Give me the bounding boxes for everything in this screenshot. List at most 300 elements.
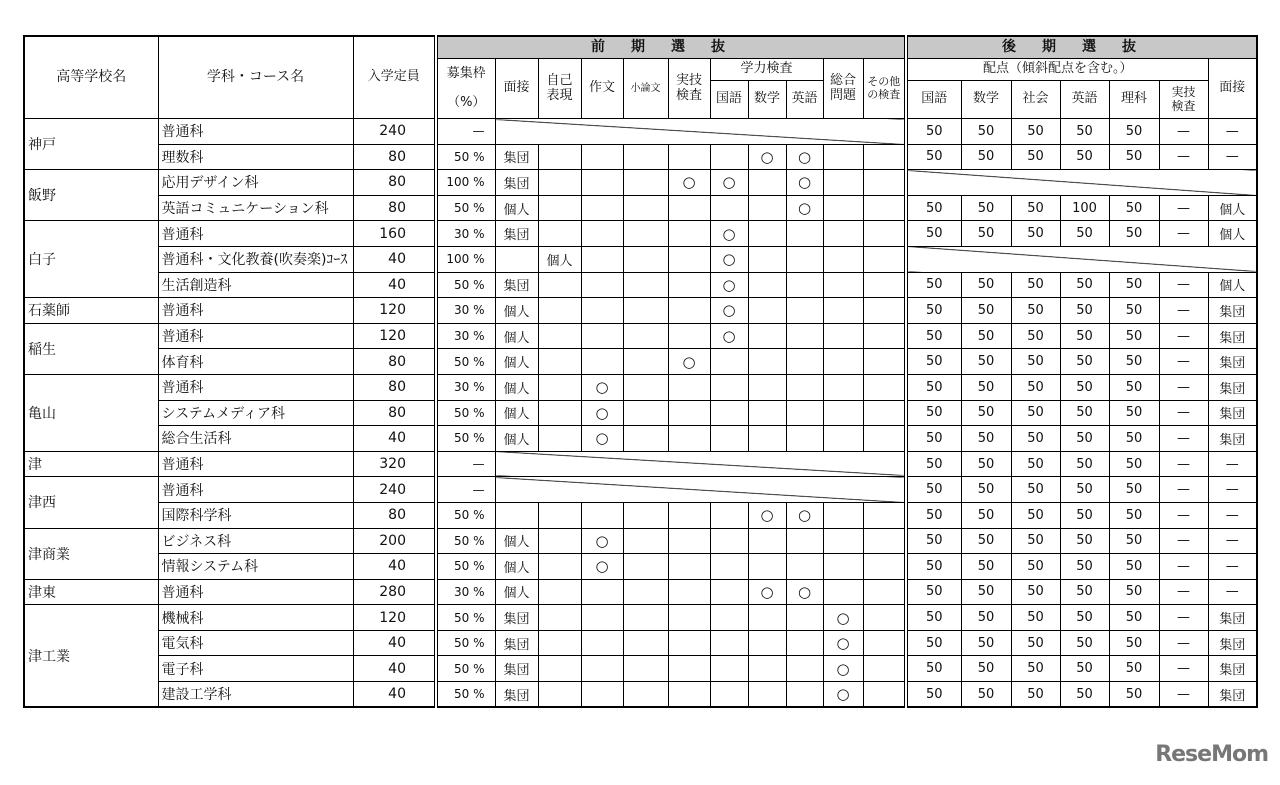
quota: 50 % bbox=[436, 502, 495, 528]
koki-cell: 50 bbox=[1011, 374, 1060, 400]
table-row bbox=[24, 400, 1257, 426]
school-name: 神戸 bbox=[24, 119, 158, 170]
koki-cell: 50 bbox=[1060, 221, 1109, 247]
table-row bbox=[24, 221, 1257, 247]
quota: 50 % bbox=[436, 349, 495, 375]
header-koki-interview: 面接 bbox=[1208, 59, 1257, 119]
quota: 30 % bbox=[436, 298, 495, 324]
koki-cell: — bbox=[1159, 477, 1208, 503]
table-row bbox=[24, 605, 1257, 631]
school-name: 津商業 bbox=[24, 528, 158, 579]
zenki-cell bbox=[823, 298, 863, 324]
koki-cell: — bbox=[1159, 579, 1208, 605]
quota: — bbox=[436, 477, 495, 503]
quota: 30 % bbox=[436, 374, 495, 400]
course-name: 普通科 bbox=[158, 323, 353, 349]
header-short-essay: 小論文 bbox=[623, 59, 668, 119]
koki-cell: 50 bbox=[1011, 119, 1060, 145]
zenki-cell bbox=[623, 374, 668, 400]
koki-cell: — bbox=[1159, 144, 1208, 170]
koki-cell: 50 bbox=[1109, 349, 1159, 375]
table-row bbox=[24, 144, 1257, 170]
school-name: 飯野 bbox=[24, 170, 158, 221]
koki-cell: 50 bbox=[906, 323, 961, 349]
zenki-cell: 個人 bbox=[495, 554, 538, 580]
koki-cell: 50 bbox=[1109, 221, 1159, 247]
koki-cell: — bbox=[1159, 528, 1208, 554]
koki-cell: 50 bbox=[906, 298, 961, 324]
course-name: 国際科学科 bbox=[158, 502, 353, 528]
zenki-cell bbox=[538, 426, 581, 452]
koki-cell: 個人 bbox=[1208, 195, 1257, 221]
zenki-cell bbox=[581, 630, 623, 656]
zenki-cell bbox=[538, 682, 581, 708]
koki-cell: — bbox=[1159, 221, 1208, 247]
koki-cell: — bbox=[1159, 374, 1208, 400]
course-name: 機械科 bbox=[158, 605, 353, 631]
koki-cell: — bbox=[1159, 349, 1208, 375]
capacity: 40 bbox=[353, 554, 436, 580]
zenki-cell bbox=[581, 246, 623, 272]
koki-cell: 50 bbox=[1011, 426, 1060, 452]
zenki-cell: 個人 bbox=[495, 400, 538, 426]
zenki-cell bbox=[748, 682, 786, 708]
zenki-cell bbox=[668, 656, 710, 682]
koki-cell: 50 bbox=[1011, 605, 1060, 631]
zenki-cell: 個人 bbox=[495, 579, 538, 605]
course-name: 建設工学科 bbox=[158, 682, 353, 708]
header-school: 高等学校名 bbox=[24, 36, 158, 119]
zenki-cell bbox=[863, 630, 906, 656]
zenki-cell bbox=[623, 298, 668, 324]
capacity: 240 bbox=[353, 119, 436, 145]
zenki-cell: 集団 bbox=[495, 221, 538, 247]
school-name: 津 bbox=[24, 451, 158, 477]
zenki-cell: ○ bbox=[581, 554, 623, 580]
zenki-cell bbox=[786, 298, 823, 324]
header-course: 学科・コース名 bbox=[158, 36, 353, 119]
quota: 30 % bbox=[436, 579, 495, 605]
zenki-cell bbox=[823, 528, 863, 554]
zenki-cell bbox=[748, 400, 786, 426]
zenki-cell bbox=[668, 682, 710, 708]
zenki-cell bbox=[668, 426, 710, 452]
zenki-cell bbox=[863, 170, 906, 196]
zenki-cell bbox=[538, 144, 581, 170]
zenki-cell bbox=[748, 170, 786, 196]
zenki-cell: 集団 bbox=[495, 682, 538, 708]
zenki-cell bbox=[668, 246, 710, 272]
koki-cell: 50 bbox=[906, 579, 961, 605]
koki-cell: 50 bbox=[1109, 451, 1159, 477]
koki-cell: 50 bbox=[1011, 144, 1060, 170]
koki-cell: — bbox=[1159, 656, 1208, 682]
zenki-cell: 個人 bbox=[495, 298, 538, 324]
header-zenki: 前期選抜 bbox=[436, 36, 906, 59]
zenki-cell bbox=[538, 298, 581, 324]
zenki-cell bbox=[748, 298, 786, 324]
capacity: 80 bbox=[353, 144, 436, 170]
koki-cell: 50 bbox=[906, 272, 961, 298]
school-name: 稲生 bbox=[24, 323, 158, 374]
koki-cell: 50 bbox=[906, 554, 961, 580]
capacity: 120 bbox=[353, 605, 436, 631]
zenki-cell bbox=[823, 170, 863, 196]
zenki-cell bbox=[823, 502, 863, 528]
koki-cell: 100 bbox=[1060, 195, 1109, 221]
koki-cell: — bbox=[1159, 426, 1208, 452]
koki-cell: 50 bbox=[1109, 477, 1159, 503]
zenki-not-held bbox=[495, 477, 906, 503]
koki-cell: 50 bbox=[1109, 119, 1159, 145]
koki-cell: 50 bbox=[906, 451, 961, 477]
koki-cell: 50 bbox=[961, 195, 1011, 221]
zenki-cell: ○ bbox=[823, 656, 863, 682]
course-name: 普通科・文化教養(吹奏楽)ｺｰｽ bbox=[158, 246, 353, 272]
zenki-cell: 個人 bbox=[495, 195, 538, 221]
koki-cell: 50 bbox=[1060, 374, 1109, 400]
zenki-cell bbox=[538, 630, 581, 656]
zenki-cell bbox=[786, 682, 823, 708]
koki-cell: 50 bbox=[1011, 554, 1060, 580]
table-row bbox=[24, 349, 1257, 375]
zenki-cell bbox=[748, 528, 786, 554]
quota: 50 % bbox=[436, 426, 495, 452]
koki-cell: 50 bbox=[961, 451, 1011, 477]
koki-cell: 50 bbox=[1011, 323, 1060, 349]
capacity: 80 bbox=[353, 195, 436, 221]
koki-cell: 50 bbox=[961, 298, 1011, 324]
quota: — bbox=[436, 451, 495, 477]
zenki-cell bbox=[538, 579, 581, 605]
koki-cell: 50 bbox=[906, 349, 961, 375]
zenki-cell bbox=[581, 195, 623, 221]
zenki-cell: ○ bbox=[748, 502, 786, 528]
koki-not-held bbox=[906, 170, 1257, 196]
koki-cell: 50 bbox=[1060, 656, 1109, 682]
course-name: 生活創造科 bbox=[158, 272, 353, 298]
capacity: 80 bbox=[353, 170, 436, 196]
koki-cell: 50 bbox=[906, 144, 961, 170]
koki-cell: 50 bbox=[961, 477, 1011, 503]
table-row bbox=[24, 656, 1257, 682]
course-name: 理数科 bbox=[158, 144, 353, 170]
school-name: 亀山 bbox=[24, 374, 158, 451]
zenki-cell: ○ bbox=[710, 298, 748, 324]
koki-cell: — bbox=[1159, 323, 1208, 349]
zenki-cell: ○ bbox=[786, 144, 823, 170]
zenki-cell: ○ bbox=[748, 144, 786, 170]
zenki-cell bbox=[823, 323, 863, 349]
zenki-cell bbox=[581, 323, 623, 349]
zenki-cell bbox=[823, 579, 863, 605]
koki-cell: 50 bbox=[1109, 400, 1159, 426]
zenki-cell bbox=[623, 400, 668, 426]
zenki-cell bbox=[786, 323, 823, 349]
zenki-cell bbox=[668, 605, 710, 631]
course-name: 電気科 bbox=[158, 630, 353, 656]
koki-cell: 50 bbox=[1011, 502, 1060, 528]
zenki-cell bbox=[668, 323, 710, 349]
zenki-cell: 個人 bbox=[495, 374, 538, 400]
koki-cell: 集団 bbox=[1208, 656, 1257, 682]
quota: 100 % bbox=[436, 246, 495, 272]
zenki-cell bbox=[863, 528, 906, 554]
koki-cell: 50 bbox=[906, 656, 961, 682]
zenki-cell bbox=[623, 170, 668, 196]
zenki-cell bbox=[863, 682, 906, 708]
zenki-cell bbox=[581, 144, 623, 170]
table-row bbox=[24, 630, 1257, 656]
koki-cell: 50 bbox=[961, 323, 1011, 349]
zenki-cell bbox=[668, 374, 710, 400]
zenki-cell bbox=[823, 400, 863, 426]
table-body bbox=[24, 119, 1257, 708]
zenki-not-held bbox=[495, 119, 906, 145]
zenki-cell: ○ bbox=[823, 605, 863, 631]
zenki-cell bbox=[710, 349, 748, 375]
zenki-cell: 個人 bbox=[538, 246, 581, 272]
zenki-cell bbox=[538, 374, 581, 400]
zenki-cell bbox=[863, 605, 906, 631]
course-name: 英語コミュニケーション科 bbox=[158, 195, 353, 221]
zenki-cell bbox=[786, 605, 823, 631]
resemom-logo: ReseMom bbox=[1155, 742, 1268, 767]
koki-cell: — bbox=[1208, 119, 1257, 145]
zenki-cell bbox=[623, 221, 668, 247]
zenki-cell bbox=[668, 630, 710, 656]
zenki-cell bbox=[748, 426, 786, 452]
zenki-cell bbox=[538, 502, 581, 528]
table-row bbox=[24, 272, 1257, 298]
capacity: 80 bbox=[353, 400, 436, 426]
zenki-cell bbox=[823, 349, 863, 375]
koki-cell: 50 bbox=[1109, 656, 1159, 682]
koki-cell: — bbox=[1208, 579, 1257, 605]
course-name: 総合生活科 bbox=[158, 426, 353, 452]
koki-cell: — bbox=[1159, 682, 1208, 708]
zenki-cell bbox=[538, 323, 581, 349]
koki-cell: — bbox=[1159, 195, 1208, 221]
koki-cell: 50 bbox=[906, 630, 961, 656]
zenki-cell bbox=[748, 349, 786, 375]
koki-cell: 50 bbox=[961, 605, 1011, 631]
zenki-cell: ○ bbox=[786, 170, 823, 196]
quota: — bbox=[436, 119, 495, 145]
koki-cell: 集団 bbox=[1208, 426, 1257, 452]
header-points: 配点（傾斜配点を含む。） bbox=[906, 59, 1208, 81]
zenki-cell bbox=[710, 426, 748, 452]
zenki-cell bbox=[623, 502, 668, 528]
zenki-cell: 集団 bbox=[495, 170, 538, 196]
zenki-cell: ○ bbox=[710, 246, 748, 272]
zenki-cell bbox=[863, 426, 906, 452]
zenki-cell bbox=[863, 246, 906, 272]
zenki-cell bbox=[668, 144, 710, 170]
koki-cell: — bbox=[1208, 528, 1257, 554]
koki-cell: 50 bbox=[961, 528, 1011, 554]
koki-cell: 集団 bbox=[1208, 682, 1257, 708]
zenki-cell bbox=[786, 528, 823, 554]
koki-cell: 50 bbox=[1109, 630, 1159, 656]
koki-cell: — bbox=[1159, 502, 1208, 528]
header-koki-practical: 実技検査 bbox=[1159, 81, 1208, 119]
koki-cell: 50 bbox=[1011, 195, 1060, 221]
table-row bbox=[24, 426, 1257, 452]
zenki-cell bbox=[538, 170, 581, 196]
zenki-cell bbox=[623, 579, 668, 605]
zenki-cell bbox=[623, 195, 668, 221]
zenki-cell bbox=[495, 246, 538, 272]
zenki-cell bbox=[538, 272, 581, 298]
zenki-cell bbox=[581, 605, 623, 631]
zenki-cell bbox=[623, 323, 668, 349]
quota: 30 % bbox=[436, 221, 495, 247]
zenki-cell bbox=[748, 272, 786, 298]
zenki-cell bbox=[823, 144, 863, 170]
school-name: 津工業 bbox=[24, 605, 158, 707]
zenki-cell: 個人 bbox=[495, 528, 538, 554]
zenki-cell bbox=[863, 323, 906, 349]
capacity: 40 bbox=[353, 246, 436, 272]
koki-cell: — bbox=[1208, 554, 1257, 580]
zenki-cell bbox=[863, 195, 906, 221]
table-row bbox=[24, 579, 1257, 605]
koki-cell: 50 bbox=[906, 119, 961, 145]
zenki-cell bbox=[748, 195, 786, 221]
zenki-cell bbox=[863, 349, 906, 375]
koki-cell: 50 bbox=[906, 374, 961, 400]
table-row bbox=[24, 374, 1257, 400]
header-koki-social: 社会 bbox=[1011, 81, 1060, 119]
koki-cell: 50 bbox=[1011, 682, 1060, 708]
course-name: 体育科 bbox=[158, 349, 353, 375]
koki-cell: 50 bbox=[906, 221, 961, 247]
zenki-cell: ○ bbox=[710, 323, 748, 349]
koki-cell: — bbox=[1159, 451, 1208, 477]
course-name: 普通科 bbox=[158, 451, 353, 477]
koki-cell: 50 bbox=[1109, 298, 1159, 324]
koki-cell: 50 bbox=[961, 554, 1011, 580]
zenki-cell bbox=[786, 374, 823, 400]
koki-cell: — bbox=[1159, 272, 1208, 298]
koki-cell: 個人 bbox=[1208, 272, 1257, 298]
capacity: 120 bbox=[353, 298, 436, 324]
zenki-cell bbox=[863, 400, 906, 426]
koki-cell: — bbox=[1159, 400, 1208, 426]
zenki-cell bbox=[538, 195, 581, 221]
koki-cell: 50 bbox=[961, 682, 1011, 708]
quota: 50 % bbox=[436, 682, 495, 708]
quota: 50 % bbox=[436, 630, 495, 656]
zenki-cell: 集団 bbox=[495, 605, 538, 631]
zenki-cell bbox=[823, 221, 863, 247]
koki-cell: 50 bbox=[906, 605, 961, 631]
course-name: 普通科 bbox=[158, 579, 353, 605]
zenki-cell: 個人 bbox=[495, 426, 538, 452]
zenki-cell bbox=[863, 579, 906, 605]
zenki-cell bbox=[623, 630, 668, 656]
table-row bbox=[24, 119, 1257, 145]
zenki-cell bbox=[863, 298, 906, 324]
koki-cell: 50 bbox=[1109, 144, 1159, 170]
quota: 50 % bbox=[436, 272, 495, 298]
zenki-cell bbox=[668, 298, 710, 324]
school-name: 白子 bbox=[24, 221, 158, 298]
table-row bbox=[24, 682, 1257, 708]
koki-cell: 50 bbox=[906, 502, 961, 528]
zenki-cell bbox=[710, 605, 748, 631]
zenki-cell bbox=[581, 170, 623, 196]
capacity: 80 bbox=[353, 502, 436, 528]
koki-cell: 50 bbox=[1060, 400, 1109, 426]
koki-cell: 50 bbox=[1060, 349, 1109, 375]
koki-cell: 個人 bbox=[1208, 221, 1257, 247]
table-row bbox=[24, 323, 1257, 349]
zenki-cell bbox=[668, 400, 710, 426]
koki-cell: 50 bbox=[1060, 298, 1109, 324]
zenki-cell bbox=[623, 246, 668, 272]
zenki-cell bbox=[538, 528, 581, 554]
koki-cell: 50 bbox=[1109, 605, 1159, 631]
koki-cell: 50 bbox=[1060, 579, 1109, 605]
koki-cell: — bbox=[1208, 451, 1257, 477]
zenki-cell bbox=[538, 605, 581, 631]
school-name: 石薬師 bbox=[24, 298, 158, 324]
zenki-cell bbox=[786, 400, 823, 426]
koki-cell: 50 bbox=[1011, 272, 1060, 298]
capacity: 240 bbox=[353, 477, 436, 503]
koki-not-held bbox=[906, 246, 1257, 272]
zenki-cell bbox=[710, 195, 748, 221]
zenki-cell: ○ bbox=[786, 579, 823, 605]
zenki-cell bbox=[581, 502, 623, 528]
koki-cell: 50 bbox=[1109, 528, 1159, 554]
zenki-cell bbox=[623, 682, 668, 708]
koki-cell: 50 bbox=[1060, 323, 1109, 349]
zenki-cell bbox=[786, 246, 823, 272]
koki-cell: 50 bbox=[1109, 579, 1159, 605]
koki-cell: 50 bbox=[1011, 400, 1060, 426]
zenki-cell bbox=[748, 323, 786, 349]
zenki-cell bbox=[863, 554, 906, 580]
table-row bbox=[24, 528, 1257, 554]
quota: 50 % bbox=[436, 554, 495, 580]
zenki-cell: ○ bbox=[581, 426, 623, 452]
koki-cell: 50 bbox=[961, 502, 1011, 528]
koki-cell: 50 bbox=[961, 221, 1011, 247]
quota: 100 % bbox=[436, 170, 495, 196]
koki-cell: — bbox=[1208, 502, 1257, 528]
koki-cell: 50 bbox=[1109, 426, 1159, 452]
school-name: 津西 bbox=[24, 477, 158, 528]
table-row bbox=[24, 246, 1257, 272]
zenki-cell bbox=[786, 349, 823, 375]
table-row bbox=[24, 170, 1257, 196]
koki-cell: 50 bbox=[1011, 451, 1060, 477]
zenki-cell: 集団 bbox=[495, 272, 538, 298]
koki-cell: 50 bbox=[906, 477, 961, 503]
course-name: 応用デザイン科 bbox=[158, 170, 353, 196]
header-practical: 実技検査 bbox=[668, 59, 710, 119]
koki-cell: 集団 bbox=[1208, 400, 1257, 426]
zenki-cell bbox=[668, 221, 710, 247]
zenki-cell bbox=[748, 605, 786, 631]
capacity: 40 bbox=[353, 630, 436, 656]
zenki-cell bbox=[823, 272, 863, 298]
header-essay: 作文 bbox=[581, 59, 623, 119]
course-name: 情報システム科 bbox=[158, 554, 353, 580]
